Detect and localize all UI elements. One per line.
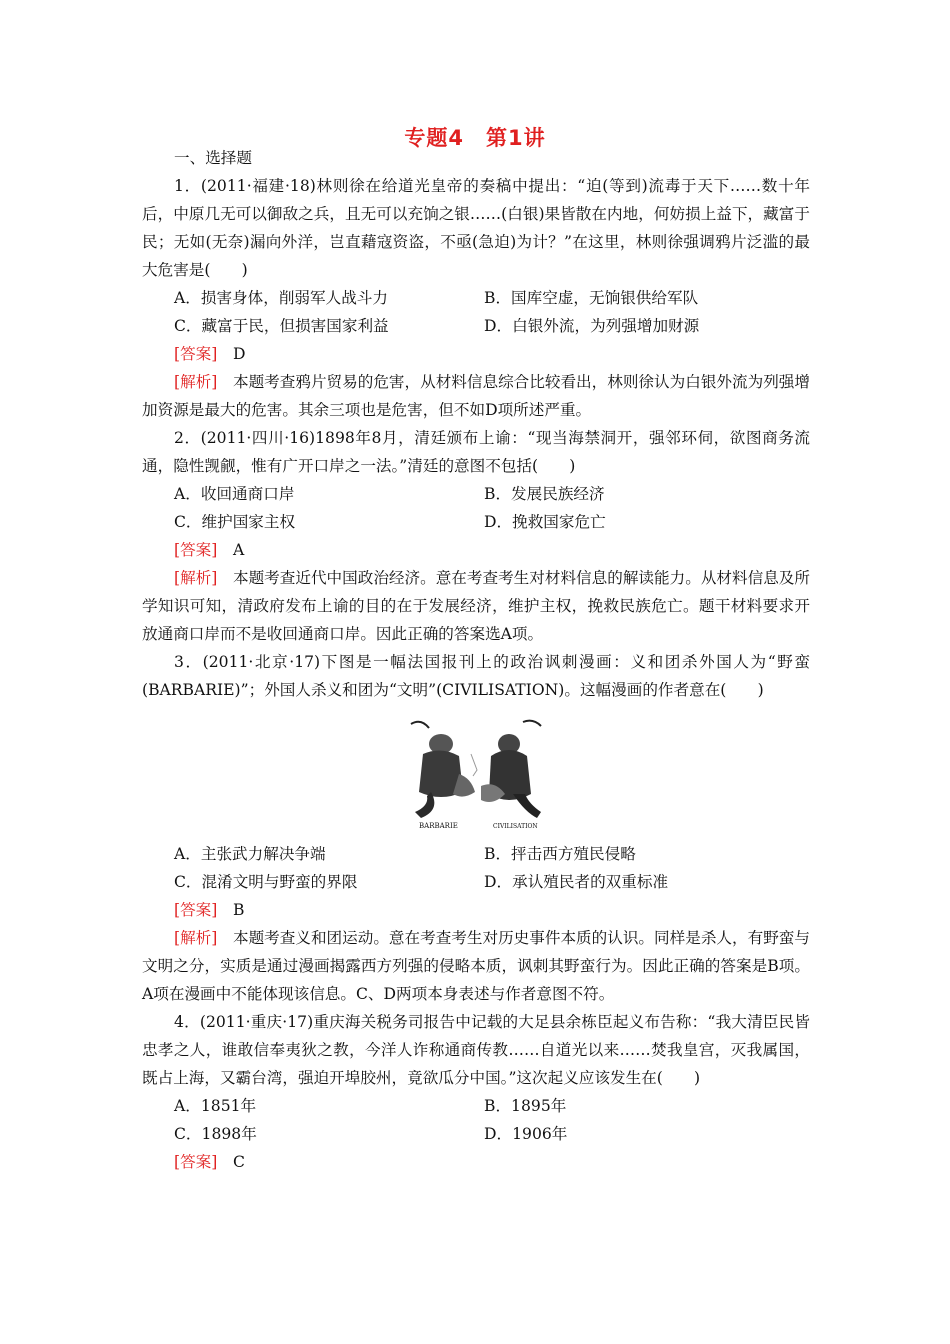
- q3-analysis: [142, 924, 810, 1008]
- q3-option-a: A．主张武力解决争端: [174, 845, 326, 863]
- q3-option-c: C．混淆文明与野蛮的界限: [174, 873, 358, 891]
- political-cartoon-image: [401, 714, 551, 834]
- q3-stem: 3．(2011·北京·17)下图是一幅法国报刊上的政治讽刺漫画：义和团杀外国人为“野蛮(BARBARIE)”；外国人杀义和团为“文明”(CIVILISATION)。这幅漫画的作者意在( ): [142, 653, 810, 699]
- q2-answer-value: A: [232, 541, 245, 559]
- q1-options-row-1: [142, 284, 810, 312]
- q4-option-c: C．1898年: [174, 1125, 257, 1143]
- q3-option-b: B．抨击西方殖民侵略: [484, 845, 636, 863]
- analysis-label: [解析]: [174, 373, 218, 391]
- q3-options-row-2: [142, 868, 810, 896]
- page-title: 专题4 第1讲: [404, 126, 546, 150]
- answer-label: [答案]: [174, 1153, 218, 1171]
- q4-answer: [142, 1148, 810, 1176]
- q2-analysis: [142, 564, 810, 648]
- q3-option-d: D．承认殖民者的双重标准: [484, 873, 669, 891]
- q1-stem: 1．(2011·福建·18)林则徐在给道光皇帝的奏稿中提出：“迫(等到)流毒于天下……数十年后，中原几无可以御敌之兵，且无可以充饷之银……(白银)果皆散在内地，何妨损上益下，藏富于民；无如(无奈)漏向外洋，岂直藉寇资盗，不亟(急迫)为计？”在这里，林则徐强调鸦片泛滥的最大危害是( ): [142, 177, 810, 279]
- q1-option-c: C．藏富于民，但损害国家利益: [174, 317, 389, 335]
- q2-options-row-2: [142, 508, 810, 536]
- q2-option-a: A．收回通商口岸: [174, 485, 295, 503]
- q4-options-row-2: [142, 1120, 810, 1148]
- cartoon-figure: [142, 714, 810, 834]
- answer-label: [答案]: [174, 901, 218, 919]
- q4-option-d: D．1906年: [484, 1125, 568, 1143]
- q3-analysis-text: 本题考查义和团运动。意在考查考生对历史事件本质的认识。同样是杀人，有野蛮与文明之分，实质是通过漫画揭露西方列强的侵略本质，讽刺其野蛮行为。因此正确的答案是B项。A项在漫画中不能体现该信息。C、D两项本身表述与作者意图不符。: [142, 929, 810, 1003]
- q1-answer-value: D: [232, 345, 246, 363]
- document-body: [142, 144, 810, 1176]
- q1-analysis-text: 本题考查鸦片贸易的危害，从材料信息综合比较看出，林则徐认为白银外流为列强增加资源是最大的危害。其余三项也是危害，但不如D项所述严重。: [142, 373, 810, 419]
- analysis-label: [解析]: [174, 569, 218, 587]
- q2-stem: 2．(2011·四川·16)1898年8月，清廷颁布上谕：“现当海禁洞开，强邻环伺，欲图商务流通，隐性觊觎，惟有广开口岸之一法。”清廷的意图不包括( ): [142, 429, 810, 475]
- q4-option-b: B．1895年: [484, 1097, 567, 1115]
- cartoon-caption-right: CIVILISATION: [493, 823, 538, 830]
- answer-label: [答案]: [174, 541, 218, 559]
- q4-options-row-1: [142, 1092, 810, 1120]
- q2-option-b: B．发展民族经济: [484, 485, 605, 503]
- q1-option-b: B．国库空虚，无饷银供给军队: [484, 289, 699, 307]
- q1-answer: [142, 340, 810, 368]
- q1-option-d: D．白银外流，为列强增加财源: [484, 317, 700, 335]
- cartoon-caption-left: BARBARIE: [419, 822, 458, 830]
- q1-options-row-2: [142, 312, 810, 340]
- section-heading: 一、选择题: [174, 149, 252, 167]
- q3-answer-value: B: [232, 901, 245, 919]
- q4-stem: 4．(2011·重庆·17)重庆海关税务司报告中记载的大足县余栋臣起义布告称：“我大清臣民皆忠孝之人，谁敢信奉夷狄之教，今洋人诈称通商传教……自道光以来……焚我皇宫，灭我属国，既占上海，又霸台湾，强迫开埠胶州，竟欲瓜分中国。”这次起义应该发生在( ): [142, 1013, 810, 1087]
- q4-answer-value: C: [232, 1153, 245, 1171]
- q3-answer: [142, 896, 810, 924]
- answer-label: [答案]: [174, 345, 218, 363]
- q1-analysis: [142, 368, 810, 424]
- q2-option-d: D．挽救国家危亡: [484, 513, 606, 531]
- q2-analysis-text: 本题考查近代中国政治经济。意在考查考生对材料信息的解读能力。从材料信息及所学知识可知，清政府发布上谕的目的在于发展经济，维护主权，挽救民族危亡。题干材料要求开放通商口岸而不是收回通商口岸。因此正确的答案选A项。: [142, 569, 810, 643]
- q2-answer: [142, 536, 810, 564]
- q1-option-a: A．损害身体，削弱军人战斗力: [174, 289, 388, 307]
- analysis-label: [解析]: [174, 929, 218, 947]
- q2-options-row-1: [142, 480, 810, 508]
- q2-option-c: C．维护国家主权: [174, 513, 296, 531]
- q3-options-row-1: [142, 840, 810, 868]
- q4-option-a: A．1851年: [174, 1097, 257, 1115]
